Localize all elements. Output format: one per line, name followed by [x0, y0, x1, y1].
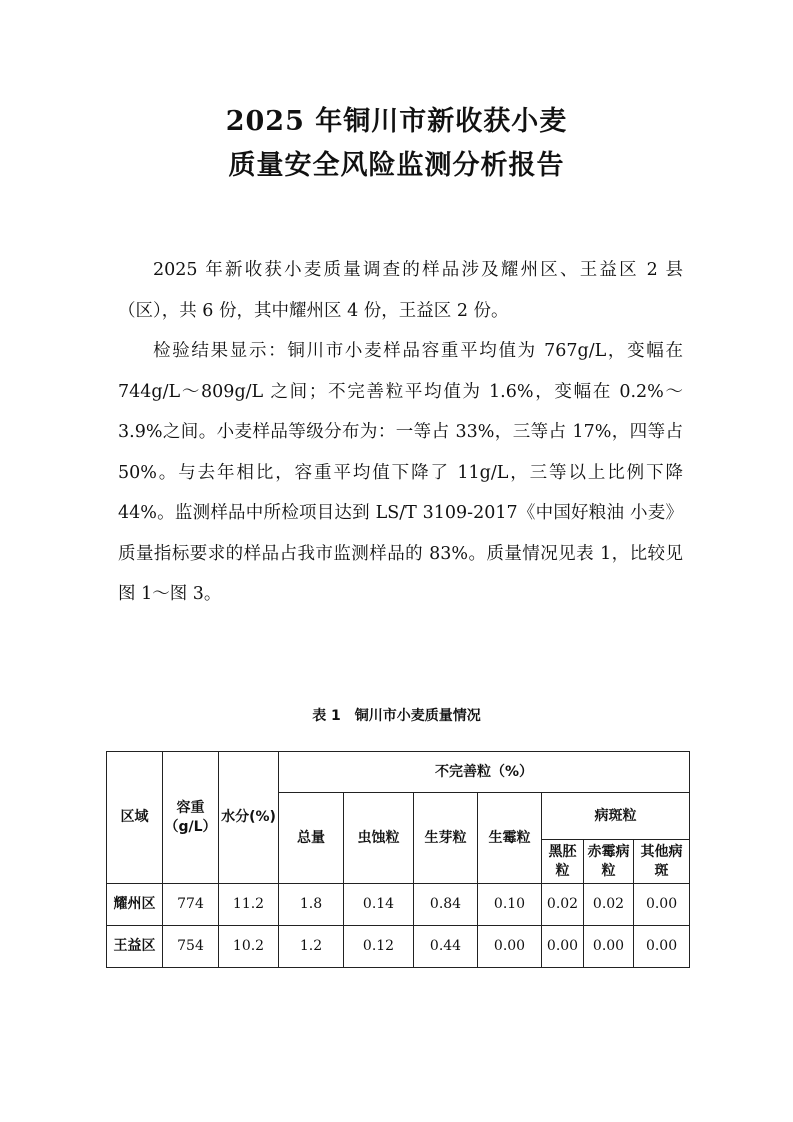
- report-title-line2: 质量安全风险监测分析报告: [228, 150, 565, 181]
- header-insect: 虫蚀粒: [344, 793, 414, 884]
- header-moisture: 水分(%): [219, 752, 279, 884]
- moisture-cell: 11.2: [219, 884, 279, 926]
- report-title-line1: 2025 年铜川市新收获小麦: [225, 106, 568, 137]
- insect-cell: 0.12: [344, 926, 414, 968]
- header-region: 区域: [107, 752, 163, 884]
- region-cell: 耀州区: [107, 884, 163, 926]
- table-row: [107, 926, 690, 968]
- header-spotted: 病斑粒: [542, 793, 690, 840]
- sprouted-cell: 0.84: [414, 884, 478, 926]
- region-cell: 王益区: [107, 926, 163, 968]
- insect-cell: 0.14: [344, 884, 414, 926]
- header-total: 总量: [279, 793, 344, 884]
- black-germ-cell: 0.00: [542, 926, 584, 968]
- table-header-row: [107, 752, 690, 793]
- sprouted-cell: 0.44: [414, 926, 478, 968]
- intro-paragraph: 2025 年新收获小麦质量调查的样品涉及耀州区、王益区 2 县（区），共 6 份，其中耀州区 4 份，王益区 2 份。: [118, 260, 683, 321]
- moldy-cell: 0.00: [478, 926, 542, 968]
- other-spot-cell: 0.00: [634, 926, 690, 968]
- quality-table: [106, 751, 690, 968]
- total-cell: 1.2: [279, 926, 344, 968]
- header-scab: 赤霉病粒: [584, 840, 634, 884]
- header-black-germ: 黑胚粒: [542, 840, 584, 884]
- total-cell: 1.8: [279, 884, 344, 926]
- table-row: [107, 884, 690, 926]
- scab-cell: 0.02: [584, 884, 634, 926]
- test-weight-cell: 754: [163, 926, 219, 968]
- results-paragraph: 检验结果显示：铜川市小麦样品容重平均值为 767g/L，变幅在 744g/L～809g/L 之间；不完善粒平均值为 1.6%，变幅在 0.2%～3.9%之间。小麦样品等级分布为：一等占 33%，三等占 17%，四等占 50%。与去年相比，容重平均值下降了 11g/L，三等以上比例下降 44%。监测样品中所检项目达到 LS/T 3109-2017《中国好粮油 小麦》质量指标要求的样品占我市监测样品的 83%。质量情况见表 1，比较见图 1～图 3。: [118, 341, 683, 604]
- moldy-cell: 0.10: [478, 884, 542, 926]
- header-test-weight: 容重（g/L）: [163, 752, 219, 884]
- table-caption: 表 1 铜川市小麦质量情况: [312, 708, 481, 724]
- test-weight-cell: 774: [163, 884, 219, 926]
- scab-cell: 0.00: [584, 926, 634, 968]
- moisture-cell: 10.2: [219, 926, 279, 968]
- header-other-spot: 其他病斑: [634, 840, 690, 884]
- header-moldy: 生霉粒: [478, 793, 542, 884]
- header-imperfect-kernels: 不完善粒（%）: [279, 752, 690, 793]
- header-sprouted: 生芽粒: [414, 793, 478, 884]
- black-germ-cell: 0.02: [542, 884, 584, 926]
- other-spot-cell: 0.00: [634, 884, 690, 926]
